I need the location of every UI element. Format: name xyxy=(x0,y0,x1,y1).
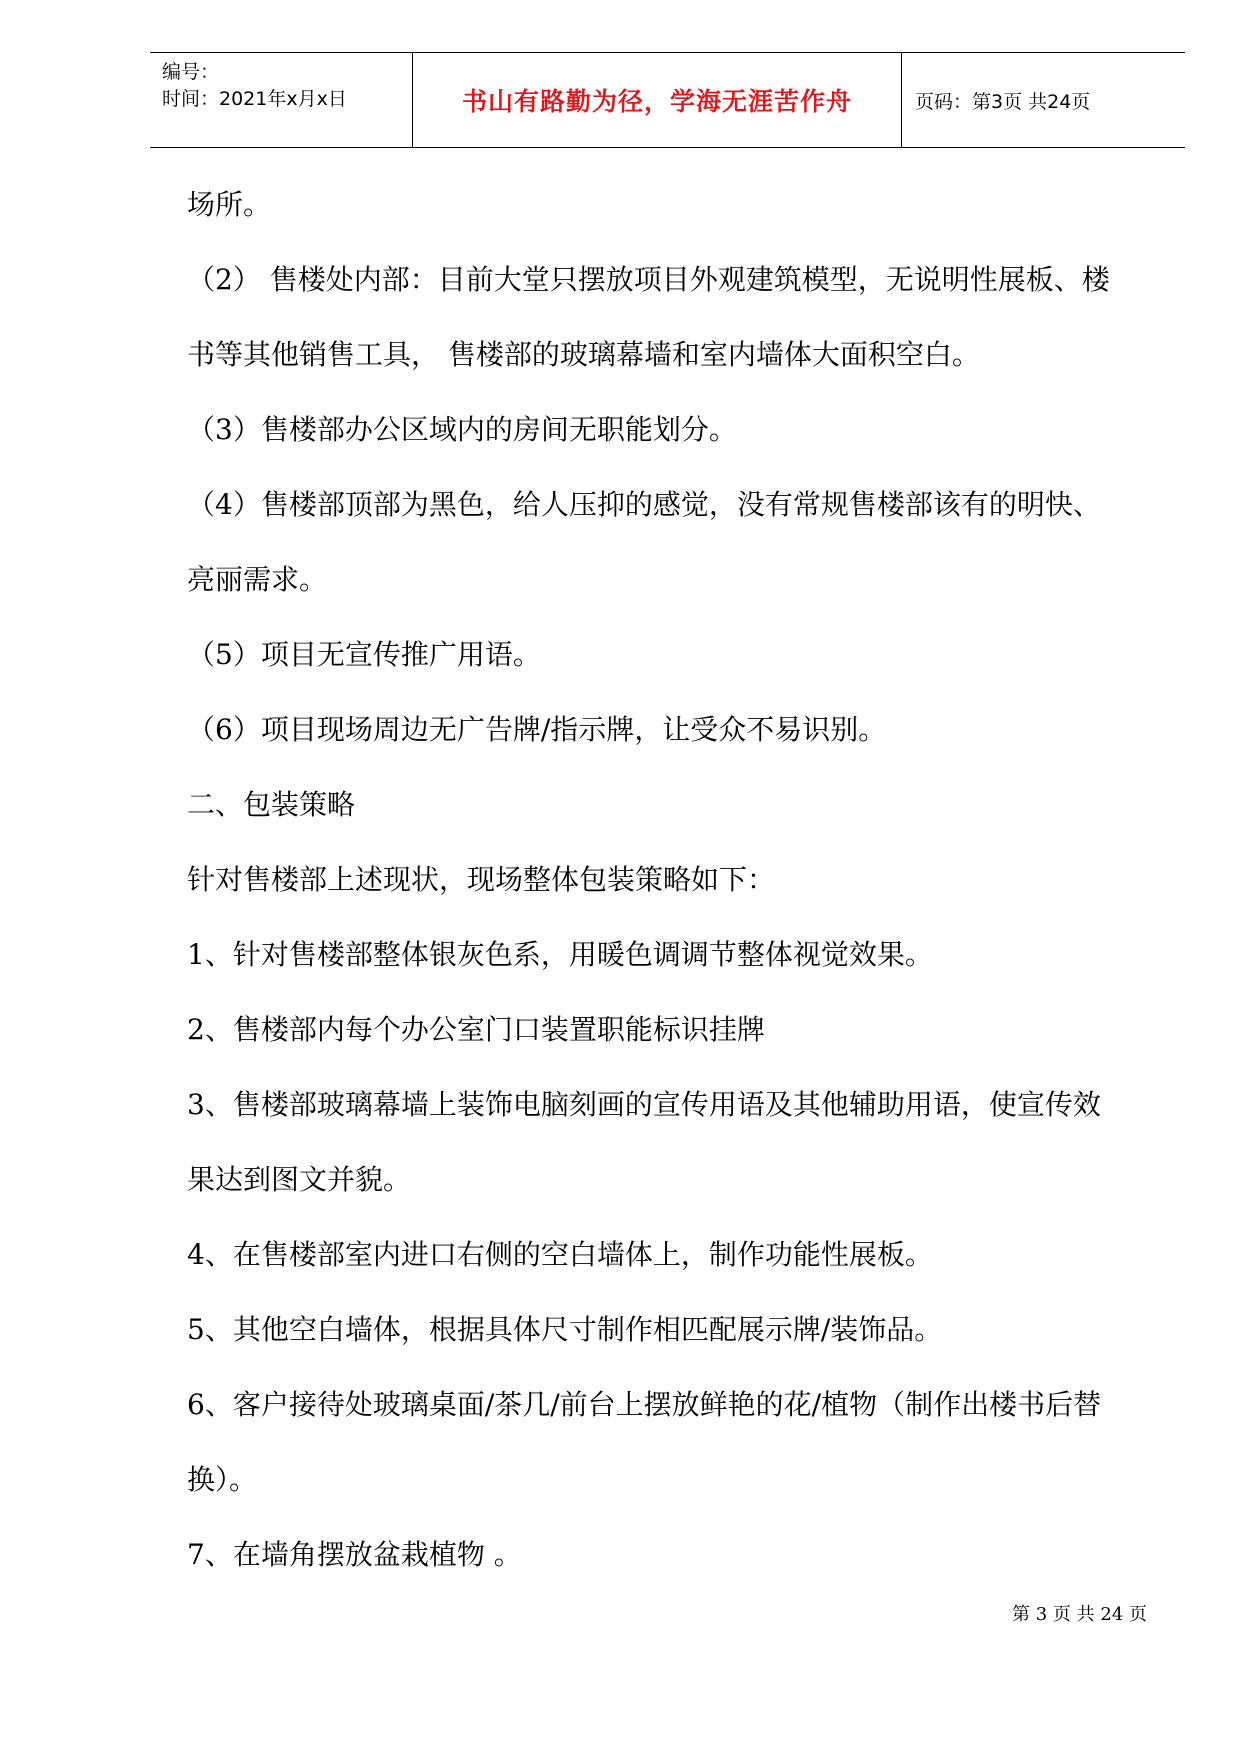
body-line: 7、在墙角摆放盆栽植物 。 xyxy=(187,1538,522,1571)
page-header xyxy=(150,52,1185,148)
body-line: 1、针对售楼部整体银灰色系，用暖色调调节整体视觉效果。 xyxy=(187,938,933,971)
header-meta xyxy=(162,59,412,113)
header-motto: 书山有路勤为径，学海无涯苦作舟 xyxy=(461,87,852,116)
body-line: 3、售楼部玻璃幕墙上装饰电脑刻画的宣传用语及其他辅助用语，使宣传效 xyxy=(187,1088,1101,1121)
body-line: 针对售楼部上述现状，现场整体包装策略如下： xyxy=(187,863,776,896)
page-footer: 第 3 页 共 24 页 xyxy=(1012,1604,1147,1625)
body-line: 果达到图文并貌。 xyxy=(187,1163,412,1196)
body-line: （5）项目无宣传推广用语。 xyxy=(187,638,541,671)
document-number-label: 编号： xyxy=(162,61,220,83)
document-body xyxy=(187,185,1152,1610)
body-line: 6、客户接待处玻璃桌面/茶几/前台上摆放鲜艳的花/植物（制作出楼书后替 xyxy=(187,1388,1102,1421)
body-line: （2） 售楼处内部：目前大堂只摆放项目外观建筑模型，无说明性展板、楼 xyxy=(187,263,1110,296)
header-page-cell xyxy=(915,53,1090,147)
body-line: （3）售楼部办公区域内的房间无职能划分。 xyxy=(187,413,737,446)
body-line: 4、在售楼部室内进口右侧的空白墙体上，制作功能性展板。 xyxy=(187,1238,933,1271)
body-line: 亮丽需求。 xyxy=(187,563,328,596)
body-line: 书等其他销售工具， 售楼部的玻璃幕墙和室内墙体大面积空白。 xyxy=(187,338,980,371)
body-line: 2、售楼部内每个办公室门口装置职能标识挂牌 xyxy=(187,1013,765,1046)
document-time: 时间：2021年x月x日 xyxy=(162,88,347,110)
body-line: （6）项目现场周边无广告牌/指示牌，让受众不易识别。 xyxy=(187,713,887,746)
body-line: 场所。 xyxy=(187,188,272,221)
section-heading: 二、包装策略 xyxy=(187,788,356,821)
body-line: 换）。 xyxy=(187,1463,258,1496)
body-line: （4）售楼部顶部为黑色，给人压抑的感觉，没有常规售楼部该有的明快、 xyxy=(187,488,1101,521)
header-page-info: 页码：第3页 共24页 xyxy=(915,90,1091,113)
header-motto-cell xyxy=(412,53,902,147)
body-line: 5、其他空白墙体，根据具体尺寸制作相匹配展示牌/装饰品。 xyxy=(187,1313,943,1346)
